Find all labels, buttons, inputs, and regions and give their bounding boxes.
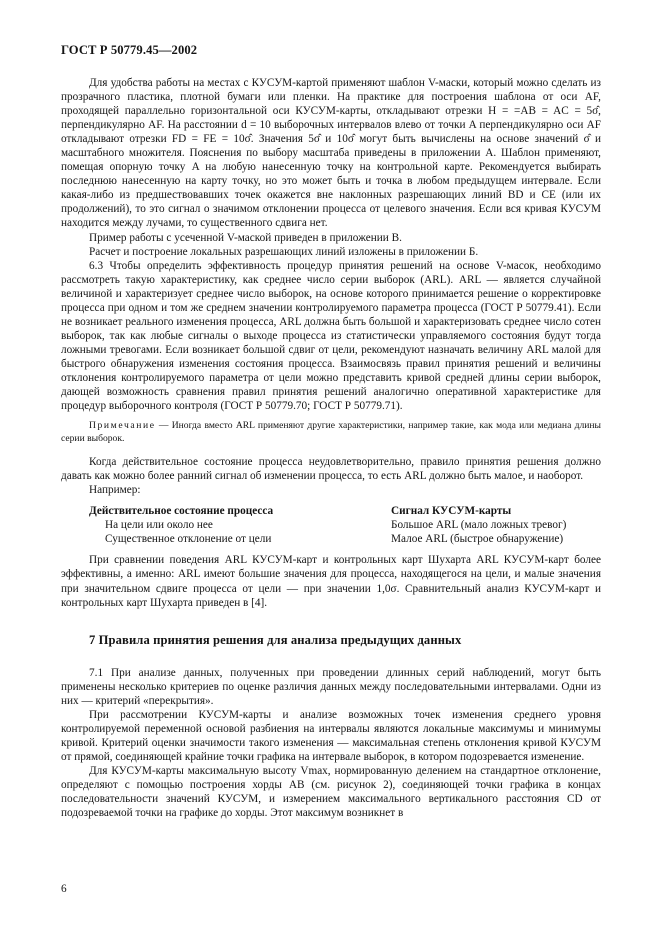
document-header: ГОСТ Р 50779.45—2002 [61, 43, 198, 57]
page-number: 6 [61, 883, 67, 895]
note-text: — Иногда вместо ARL применяют другие характеристики, например такие, как мода или медиана длины серии выборок. [61, 420, 601, 444]
table-cell-state: Существенное отклонение от цели [105, 533, 272, 546]
paragraph-for-example: Например: [89, 484, 141, 497]
paragraph-example-reference: Пример работы с усеченной V-маской приведен в приложении В. [89, 231, 402, 244]
note [61, 420, 601, 445]
paragraph-local-extrema: При рассмотрении КУСУМ-карты и анализе возможных точек изменения среднего уровня контролируемой переменной основой разбиения на интервалы являются локальные максимумы и минимумы кривой. Критерий оценки значимости такого изменения — максимальная степень отклонения кривой КУСУМ от прямой, соединяющей крайние точки графика на интервале выборок, в котором подозревается изменение. [61, 708, 601, 763]
note-lead: Примечание [89, 420, 156, 432]
process-state-table [89, 504, 601, 546]
table-cell-state: На цели или около нее [105, 519, 213, 532]
paragraph-decision-rule: Когда действительное состояние процесса неудовлетворительно, правило принятия решения должно давать как можно более ранний сигнал об изменении процесса, то есть ARL должно быть малое, и наоборот. [61, 456, 601, 483]
table-header-row [89, 504, 601, 518]
paragraph-vmax: Для КУСУМ-карты максимальную высоту Vmax, нормированную делением на стандартное отклонение, определяют с помощью построения хорды AB (см. рисунок 2), соединяющей точки графика в концах последовательности значений КУСУМ, и измерением максимального вертикального расстояния CD от подозреваемой точки на графике до хорды. Этот максимум возникнет в [61, 764, 601, 820]
table-cell-signal: Большое ARL (мало ложных тревог) [391, 519, 567, 532]
table-cell-signal: Малое ARL (быстрое обнаружение) [391, 533, 564, 546]
paragraph-7-1: 7.1 При анализе данных, полученных при проведении длинных серий наблюдений, могут быть применены несколько критериев по оценке различия данных между последовательными интервалами. Одни из них — критерий «перекрытия». [61, 666, 601, 707]
table-header-right: Сигнал КУСУМ-карты [391, 505, 512, 518]
table-row [89, 518, 601, 532]
table-header-left: Действительное состояние процесса [89, 505, 274, 518]
document-body [61, 76, 601, 820]
paragraph-arl-comparison: При сравнении поведения ARL КУСУМ-карт и контрольных карт Шухарта ARL КУСУМ-карт более эффективны, а именно: ARL имеют большие значения для процесса, находящегося на цели, и малые значения при значительном сдвиге процесса от цели — при значении 1,0σ. Сравнительный анализ КУСУМ-карт и контрольных карт Шухарта приведен в [4]. [61, 554, 601, 609]
paragraph-calculation-reference: Расчет и построение локальных разрешающих линий изложены в приложении Б. [89, 245, 479, 258]
section-7-title: 7 Правила принятия решения для анализа предыдущих данных [89, 632, 462, 647]
paragraph-vmask-template: Для удобства работы на местах с КУСУМ-картой применяют шаблон V-маски, который можно сделать из прозрачного пластика, плотной бумаги или пленки. На практике для построения шаблона от оси AF, проходящей параллельно горизонтальной оси КУСУМ-карты, откладывают отрезки H = =AB = AC = 5σ̂, перпендикулярно AF. На расстоянии d = 10 выборочных интервалов влево от точки A перпендикулярно оси AF откладывают отрезки FD = FE = 10σ̂. Значения 5σ̂ и 10σ̂ могут быть вычислены на основе значений σ̂ и масштабного множителя. Пояснения по выбору масштаба приведены в приложении А. Шаблон применяют, помещая опорную точку A на любую нанесенную точку на контрольной карте. Рекомендуется выбирать последнюю нанесенную на карту точку, но это может быть и точка в любом предыдущем интервале. Если какая-либо из предшествовавших точек окажется вне наклонных разрешающих линий BD и CE (или их продолжений), то это сигнал о значимом отклонении процесса от целевого значения. Если вся кривая КУСУМ находится между лучами, то существенного сдвига нет. [61, 77, 601, 230]
paragraph-6-3: 6.3 Чтобы определить эффективность процедур принятия решений на основе V-масок, необходимо рассмотреть такую характеристику, как среднее число серии выборок (ARL). ARL — является случайной величиной и характеризует среднее число выборок, на основе которого принимается решение о корректировке процесса при одном и том же среднем значении контролируемого параметра процесса (ГОСТ Р 50779.41). Если не возникает реального изменения процесса, ARL должна быть большой и характеризовать среднее число сотен выборок, так как любые сигналы о выходе процесса из статистически управляемого состояния будут тогда ложными тревогами. Если возникает большой сдвиг от цели, рекомендуют назначать величину ARL малой для быстрого обнаружения изменения состояния процесса. Взаимосвязь правил принятия решений и величины отклонения контролируемого параметра от цели можно представить кривой средней длины серии выборок, дающей возможность сравнения правил принятия решений аналогично оперативной характеристике для процедур выборочного контроля (ГОСТ Р 50779.70; ГОСТ Р 50779.71). [61, 259, 601, 413]
table-row [89, 532, 601, 546]
